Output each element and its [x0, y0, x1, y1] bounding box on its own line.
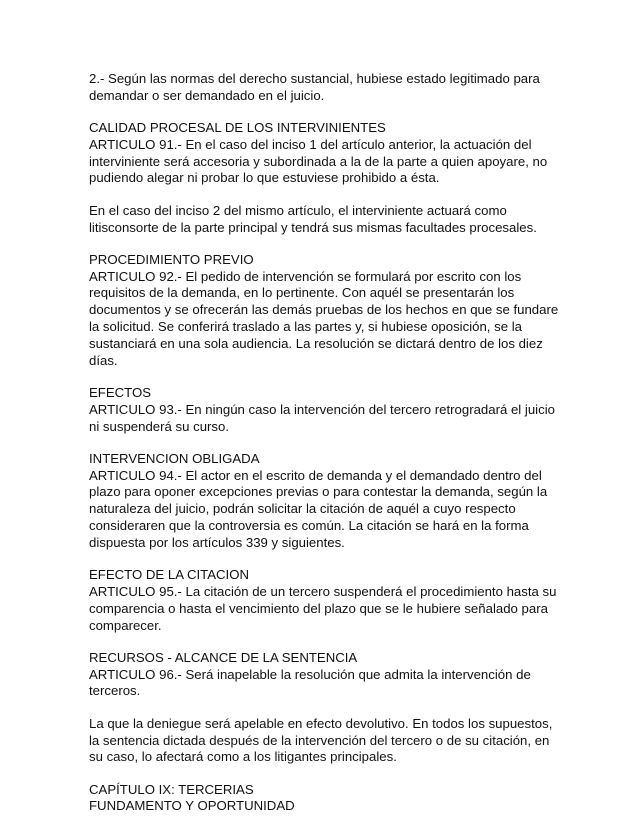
section-procedimiento-previo — [89, 252, 559, 370]
section-heading: PROCEDIMIENTO PREVIO — [89, 251, 254, 267]
chapter-heading: CAPÍTULO IX: TERCERIAS — [89, 781, 254, 797]
section-heading: EFECTOS — [89, 384, 152, 400]
article-95-text: ARTICULO 95.- La citación de un tercero suspenderá el procedimiento hasta su comparencia o hasta el vencimiento del plazo que se le hubiere señalado para comparecer. — [89, 583, 557, 633]
article-96-text: ARTICULO 96.- Será inapelable la resolución que admita la intervención de terceros. — [89, 666, 531, 699]
section-heading: EFECTO DE LA CITACION — [89, 567, 249, 583]
article-92-text: ARTICULO 92.- El pedido de intervención se formulará por escrito con los requisitos de la demanda, en lo pertinente. Con aquél se presentarán los documentos y se ofrecerán las demás pruebas de los hechos en que se fundare la solicitud. Se conferirá traslado a las partes y, si hubiese oposición, se la sustanciará en una sola audiencia. La resolución se dictará dentro de los diez días. — [89, 268, 559, 368]
section-efectos — [89, 385, 559, 435]
paragraph-inciso-2-litisconsorte: En el caso del inciso 2 del mismo artículo, el interviniente actuará como litisconsorte de la parte principal y tendrá sus mismas facultades procesales. — [89, 202, 537, 235]
article-94-text: ARTICULO 94.- El actor en el escrito de demanda y el demandado dentro del plazo para oponer excepciones previas o para contestar la demanda, según la naturaleza del juicio, podrán solicitar la citación de aquél a cuyo respecto consideraren que la controversia es común. La citación se hará en la forma dispuesta por los artículos 339 y siguientes. — [89, 467, 548, 550]
section-calidad-procesal — [89, 120, 559, 187]
section-heading: INTERVENCION OBLIGADA — [89, 450, 260, 466]
section-heading: CALIDAD PROCESAL DE LOS INTERVINIENTES — [89, 120, 386, 136]
section-efecto-citacion — [89, 567, 559, 634]
article-91-text: ARTICULO 91.- En el caso del inciso 1 del artículo anterior, la actuación del interviniente será accesoria y subordinada a la de la parte a quien apoyare, no pudiendo alegar ni probar lo que estuviese prohibido a ésta. — [89, 136, 548, 186]
section-intervencion-obligada — [89, 451, 559, 552]
section-tercerias — [89, 782, 559, 816]
document-page — [89, 71, 559, 831]
paragraph-deniegue: La que la deniegue será apelable en efecto devolutivo. En todos los supuestos, la sentencia dictada después de la intervención del tercero o de su citación, en su caso, lo afectará como a los litigantes principales. — [89, 715, 553, 765]
section-heading: RECURSOS - ALCANCE DE LA SENTENCIA — [89, 649, 358, 665]
section-recursos — [89, 650, 559, 700]
section-heading: FUNDAMENTO Y OPORTUNIDAD — [89, 798, 295, 814]
article-93-text: ARTICULO 93.- En ningún caso la intervención del tercero retrogradará el juicio ni suspenderá su curso. — [89, 401, 555, 434]
paragraph-inciso-2: 2.- Según las normas del derecho sustancial, hubiese estado legitimado para demandar o ser demandado en el juicio. — [89, 71, 540, 103]
